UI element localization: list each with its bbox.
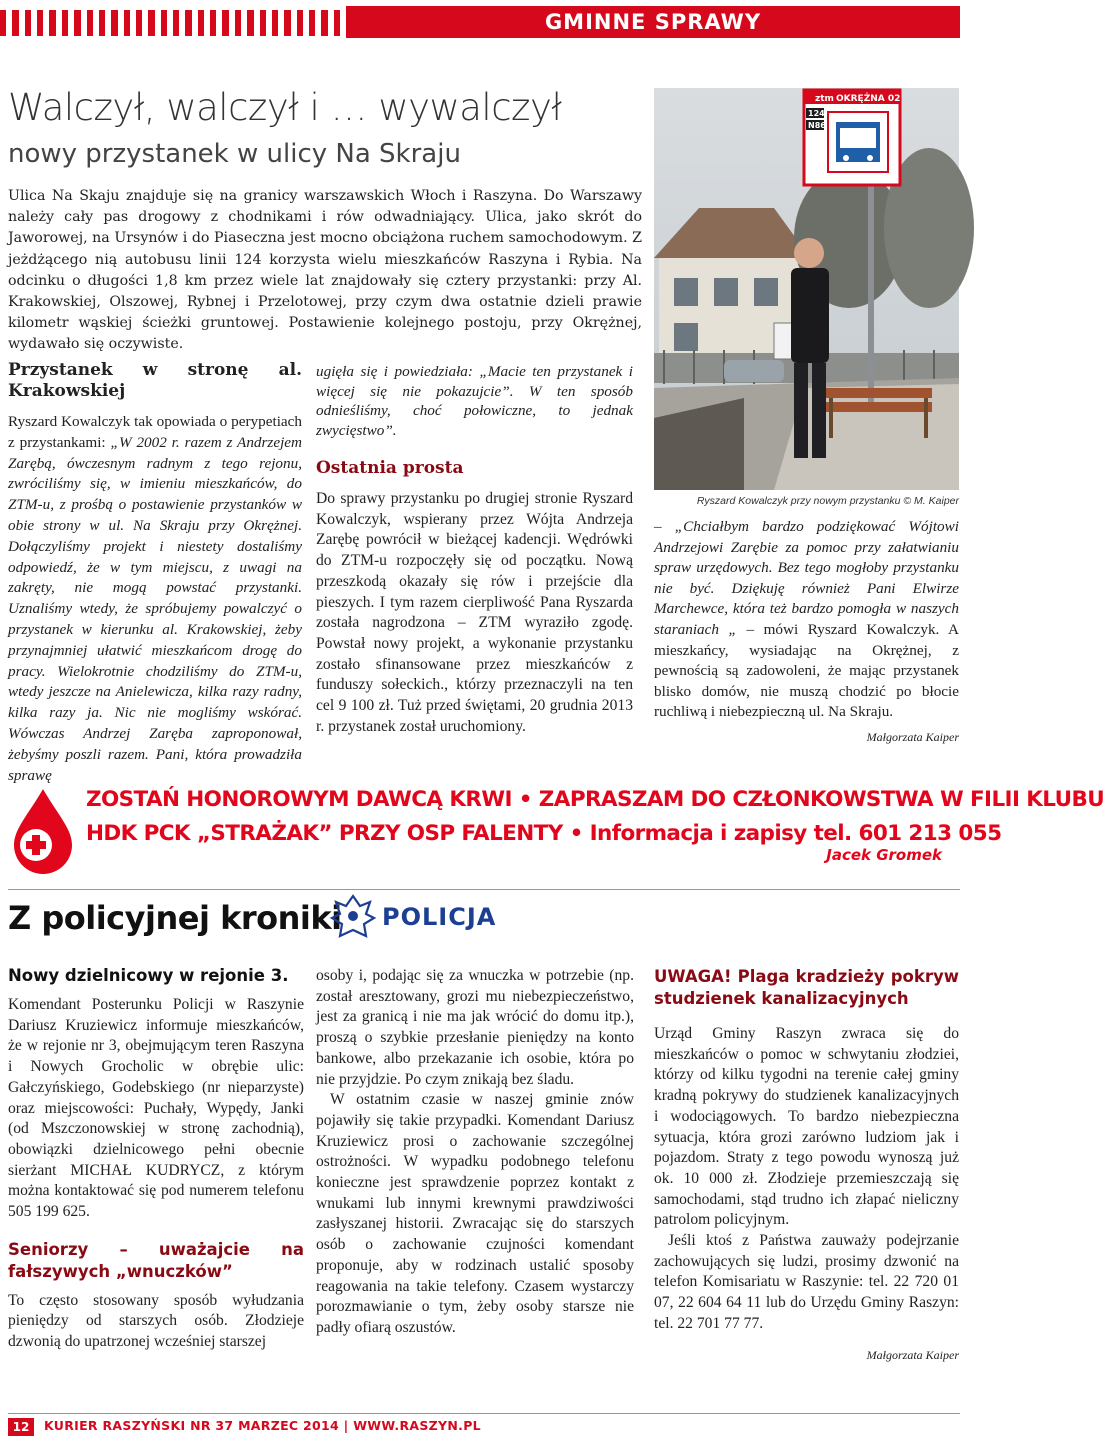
section-title: GMINNE SPRAWY (544, 10, 762, 34)
bus-stop-photo-illustration (654, 88, 959, 490)
blood-banner-line-2: HDK PCK „STRAŻAK” PRZY OSP FALENTY • Informacja i zapisy tel. 601 213 055 (86, 821, 1002, 846)
photo-caption: Ryszard Kowalczyk przy nowym przystanku © M. Kaiper (696, 495, 959, 507)
sign-line-2: N86 (808, 121, 826, 130)
column-2-quote: ugięła się i powiedziała: „Macie ten przystanek i więcej się nie pokazujcie”. W ten sposób odnieśliśmy, choć połowiczne, to jednak zwycięstwo”. (316, 363, 633, 439)
divider (8, 889, 960, 890)
column-3-body: – mówi Ryszard Kowalczyk. A mieszkańcy, wysiadając na Okrężnej, z pewnością są zadowoleni, że mając przystanek blisko domów, nie muszą chodzić po błocie ruchliwą i niebezpieczną ul. Na Skraju. (654, 620, 960, 721)
police-art1-body: Komendant Posterunku Policji w Raszynie Dariusz Kruziewicz informuje mieszkańców, że w rejonie nr 3, obejmującym teren Raszyna i Nowych Grocholic w obrębie ulic: Gałczyńskiego, Godebskiego (nr nieparzyste) oraz miejscowości: Puchały, Wypędy, Janki (od Mszczonowskiej w stronę zachodnią), obowiązki dzielnicowego pełni obecnie sierżant MICHAŁ KUDRYCZ, z którym można kontaktować się pod numerem telefonu 505 199 625. (8, 996, 304, 1221)
column-2-body: Do sprawy przystanku po drugiej stronie Ryszard Kowalczyk, wspierany przez Wójta Andrzeja Zarębę powrócił w bieżącej kadencji. Wędrówki do ZTM-u rozpoczęły się od początku. Nową przeszkodą okazały się rów i przejście dla pieszych. I tym razem cierpliwość Pana Ryszarda została nagrodzona – ZTM wyraziło zgodę. Powstał nowy projekt, a wykonanie przystanku zostało sfinansowane przez mieszkańców z funduszy sołeckich., którzy przeznaczyli na ten cel 9 100 zł. Tuż przed świętami, 20 grudnia 2013 r. przystanek został uruchomiony. (316, 490, 633, 735)
footer-text: KURIER RASZYŃSKI NR 37 MARZEC 2014 | WWW.RASZYN.PL (44, 1418, 481, 1433)
police-column-1 (8, 965, 304, 1353)
sign-brand: ztm (815, 94, 834, 104)
bus-stop-photo (654, 88, 959, 490)
sign-label: OKRĘŻNA 02 (836, 94, 901, 104)
page-number: 12 (12, 1420, 30, 1434)
article-column-2 (316, 362, 633, 737)
column-2-heading: Ostatnia prosta (316, 458, 464, 478)
blood-banner-author: Jacek Gromek (826, 846, 942, 864)
article-lead: Ulica Na Skaju znajduje się na granicy warszawskich Włoch i Raszyna. Do Warszawy należy cały pas drogowy z chodnikami i rów odwadniający. Ulica, jako skrót do Jaworowej, na Ursynów i do Piaseczna jest mocno obciążona ruchem samochodowym. Z jeżdżącego nią autobusu linii 124 korzysta wielu mieszkańców Raszyna i Rybia. Na odcinku o długości 1,8 km przez wiele lat znajdowały się cztery przystanki: przy Al. Krakowskiej, Olszowej, Rybnej i Przelotowej, przy czym dwa ostatnie dzieli prawie kilometr wąskiej ścieżki gruntowej. Postawienie kolejnego postoju, przy Okrężnej, wydawało się oczywiste. (8, 188, 642, 353)
article-headline: Walczył, walczył i … wywalczył (8, 86, 562, 129)
police-art3-body-p1: Urząd Gminy Raszyn zwraca się do mieszkańców o pomoc w schwytaniu złodziei, którzy od kilku tygodni na terenie całej gminy kradną pokrywy do studzienek kanalizacyjnych i wodociągowych. To bardzo niebezpieczna sytuacja, która grozi zarówno ludziom jak i pojazdom. Straty z tego powodu wynoszą już ok. 10 000 zł. Złodzieje przemieszczają się samochodami, stąd trudno ich złapać nieliczny patrolom policyjnym. (654, 1025, 959, 1229)
column-3-quote: – „Chciałbym bardzo podziękować Wójtowi Andrzejowi Zarębie za pomoc przy załatwianiu spraw urzędowych. Bez tego mogłoby przystanku nie być. Dziękuję również Pani Elwirze Marchewce, która też bardzo pomogła w naszych staraniach „ (654, 518, 959, 638)
column-1-heading: Przystanek w stronę al. Krakowskiej (8, 360, 302, 401)
article-author: Małgorzata Kaiper (866, 729, 959, 744)
header-stripes (0, 10, 340, 36)
footer-divider (8, 1413, 960, 1414)
blood-banner-line-1: ZOSTAŃ HONOROWYM DAWCĄ KRWI • ZAPRASZAM DO CZŁONKOWSTWA W FILII KLUBU (86, 787, 1104, 812)
police-art3-body-p2: Jeśli ktoś z Państwa zauważy podejrzanie zachowujących się ludzi, prosimy dzwonić na telefon Komisariatu w Raszynie: tel. 22 720 01 07, 22 604 64 11 lub do Urzędu Gminy Raszyn: tel. 22 701 77 77. (654, 1232, 959, 1332)
article-column-3 (654, 517, 959, 749)
police-column-3 (654, 966, 959, 1366)
police-section-title: Z policyjnej kroniki (8, 899, 342, 937)
police-art2-heading: Seniorzy – uważajcie na fałszywych „wnuczków” (8, 1239, 304, 1281)
column-1-quote: „W 2002 r. razem z Andrzejem Zarębą, ówczesnym radnym z tego rejonu, zwróciliśmy się, w imieniu mieszkańców, do ZTM-u, z prośbą o postawienie przystanków w obie strony w ul. Na Skraju przy Okrężnej. Dołączyliśmy projekt i niestety dostaliśmy odpowiedź, że w tym miejscu, z uwagi na zakręty, nie mogą powstać przystanki. Uznaliśmy wtedy, że spróbujemy powalczyć o przystanek w kierunku al. Krakowskiej, żeby przynajmniej ułatwić mieszkańcom drogę do pracy. Wielokrotnie chodziliśmy do ZTM-u, wtedy jeszcze na Anielewicza, kilka razy radny, kilka razy ja. Nic nie mogliśmy wskórać. Wówczas Andrzej Zaręba zaproponował, żebyśmy poszli razem. Pani, która prowadziła sprawę (8, 433, 302, 784)
police-eagle-icon (330, 892, 376, 946)
article-column-1 (8, 360, 302, 786)
police-column-2 (316, 966, 634, 1339)
sign-line-1: 124 (808, 109, 825, 118)
police-art2-body-p2: W ostatnim czasie w naszej gminie znów pojawiły się takie przypadki. Komendant Dariusz Kruziewicz prosi o zachowanie szczególnej ostrożności. W wypadku podobnego telefonu konieczne jest sprawdzenie poprzez kontakt z wnukami lub innymi krewnymi prawdziwości zasłyszanej historii. Zwracając się do starszych osób o zachowanie czujności komendant proponuje, aby w rodzinach ustalić sposoby reagowania na takie telefony. Czasem wystarczy porozmawianie o tym, żeby osoby starsze nie padły ofiarą oszustów. (316, 1091, 634, 1336)
policja-logo-text: POLICJA (382, 903, 497, 931)
article-subhead: nowy przystanek w ulicy Na Skraju (8, 139, 461, 169)
police-art2-body-start: To często stosowany sposób wyłudzania pieniędzy od starszych osób. Złodzieje dzwonią do upatrzonej wcześniej starszej (8, 1291, 304, 1351)
column-1-intro: Ryszard Kowalczyk tak opowiada o perypetiach z przystankami: (8, 413, 302, 451)
police-art1-heading: Nowy dzielnicowy w rejonie 3. (8, 966, 289, 985)
police-art3-heading: UWAGA! Plaga kradzieży pokryw studzienek kanalizacyjnych (654, 967, 959, 1008)
blood-drop-icon (8, 785, 78, 875)
police-art2-body-cont: osoby i, podając się za wnuczka w potrzebie (np. został aresztowany, grozi mu niebezpieczeństwo, jest za granicą i nie ma jak wrócić do domu itp.), proszą o szybkie przesłanie pieniędzy na konto bankowe, albo przekazanie ich osobie, która po nie przyjdzie. Po czym znikają bez śladu. (316, 967, 634, 1088)
police-author: Małgorzata Kaiper (866, 1347, 959, 1362)
